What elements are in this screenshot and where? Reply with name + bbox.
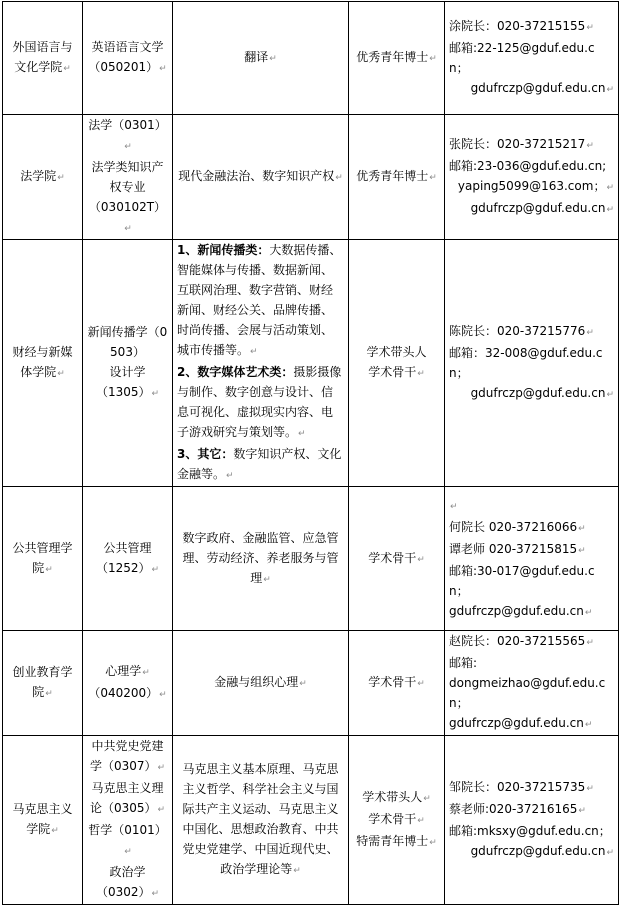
major-line: 公共管理: [103, 540, 152, 555]
major-line: 设计学: [109, 365, 146, 379]
college-name: 创业教育学院: [12, 665, 73, 699]
contact-line: 陈院长：020-37215776↵: [449, 324, 594, 338]
talent-cell: [349, 736, 445, 905]
direction-text: 翻译: [244, 50, 269, 64]
talent-text: 学术骨干: [368, 675, 417, 689]
talent-line: 特需青年博士↵: [356, 834, 437, 848]
major-cell: [83, 487, 173, 631]
talent-cell: 优秀青年博士↵: [349, 115, 445, 240]
table-row: [3, 115, 619, 240]
contact-cell: [445, 115, 619, 240]
contact-line: gdufrczp@gduf.edu.cn↵: [470, 386, 614, 400]
college-name: 外国语言与文化学院: [12, 40, 73, 74]
contact-line: 邮箱:: [449, 656, 478, 670]
major-cell: [83, 240, 173, 487]
college-cell: 创业教育学院↵: [3, 631, 83, 736]
major-line: 政治学: [109, 865, 146, 879]
direction-item: 3、其它：数字知识产权、文化金融等。↵: [177, 447, 342, 481]
talent-line: 学术带头人: [366, 345, 427, 359]
direction-item: 1、新闻传播类：大数据传播、智能媒体与传播、数据新闻、互联网治理、数字营销、财经新闻、财经公关、品牌传播、时尚传播、会展与活动策划、城市传播等。↵: [177, 243, 342, 357]
direction-text: 现代金融法治、数字知识产权: [178, 169, 335, 183]
contact-line: gdufrczp@gduf.edu.cn↵: [470, 844, 614, 858]
contact-line: dongmeizhao@gduf.edu.cn；: [449, 676, 606, 710]
contact-cell: [445, 736, 619, 905]
major-line: 心理学↵: [105, 664, 150, 678]
major-line: 法学（0301）↵: [88, 118, 167, 152]
contact-cell: [445, 487, 619, 631]
contact-line: 邮箱:22-125@gduf.edu.cn；: [449, 41, 595, 75]
contact-line: gdufrczp@gduf.edu.cn↵: [470, 81, 614, 95]
major-line: 哲学（0101）↵: [88, 823, 167, 857]
major-line: 马克思主义理论（0305）↵: [89, 781, 166, 815]
contact-line: 邮箱:mksxy@gduf.edu.cn；: [449, 824, 611, 838]
direction-cell: 现代金融法治、数字知识产权↵: [173, 115, 349, 240]
major-line: （0302）↵: [95, 885, 160, 899]
direction-text: 马克思主义基本原理、马克思主义哲学、科学社会主义与国际共产主义运动、马克思主义中国化、思想政治教育、中共党史党建学、中国近现代史、政治学理论等: [182, 762, 339, 876]
direction-cell: 金融与组织心理↵: [173, 631, 349, 736]
college-name: 公共管理学院: [12, 540, 73, 575]
contact-line: yaping5099@163.com；↵: [457, 179, 614, 193]
contact-line: gdufrczp@gduf.edu.cn↵: [449, 603, 593, 618]
major-cell: [83, 2, 173, 115]
direction-cell: 数字政府、金融监管、应急管理、劳动经济、养老服务与管理↵: [173, 487, 349, 631]
direction-cell: [173, 240, 349, 487]
contact-cell: [445, 240, 619, 487]
college-cell: 法学院↵: [3, 115, 83, 240]
talent-cell: 学术骨干↵: [349, 487, 445, 631]
major-cell: [83, 736, 173, 905]
direction-text: 金融与组织心理: [214, 675, 299, 689]
contact-line: 谭老师 020-37215815↵: [449, 541, 586, 556]
direction-cell: 翻译↵: [173, 2, 349, 115]
table-row: [3, 487, 619, 631]
talent-line: 学术骨干↵: [368, 365, 425, 379]
college-name: 财经与新媒体学院: [12, 345, 73, 379]
contact-line: 张院长：020-37215217↵: [449, 137, 594, 151]
talent-text: 优秀青年博士: [356, 50, 429, 64]
major-line: 中共党史党建学（0307）↵: [89, 739, 166, 773]
contact-cell: [445, 2, 619, 115]
table-row: [3, 631, 619, 736]
contact-line: 邮箱:30-017@gduf.edu.cn；: [449, 563, 595, 598]
major-line: （1305）↵: [95, 385, 160, 399]
contact-line: 赵院长：020-37215565↵: [449, 634, 594, 648]
major-line: （050201）↵: [88, 60, 167, 74]
talent-cell: 学术骨干↵: [349, 631, 445, 736]
direction-item: 2、数字媒体艺术类：摄影摄像与制作、数字创意与设计、信息可视化、虚拟现实内容、电子游戏研究与策划等。↵: [177, 365, 342, 439]
contact-line: 何院长 020-37216066↵: [449, 519, 586, 534]
contact-cell: [445, 631, 619, 736]
college-cell: 公共管理学院↵: [3, 487, 83, 631]
contact-line: 邮箱:23-036@gduf.edu.cn;: [449, 159, 607, 173]
talent-text: 优秀青年博士: [356, 169, 429, 183]
talent-line: 学术骨干↵: [368, 812, 425, 826]
major-cell: [83, 115, 173, 240]
contact-line: 涂院长：020-37215155↵: [449, 19, 594, 33]
direction-text: 数字政府、金融监管、应急管理、劳动经济、养老服务与管理: [182, 530, 339, 585]
contact-line: 蔡老师:020-37216165↵: [449, 802, 586, 816]
table-row: [3, 240, 619, 487]
major-line: （1252）↵: [95, 560, 160, 575]
college-cell: 外国语言与文化学院↵: [3, 2, 83, 115]
contact-line: gdufrczp@gduf.edu.cn↵: [470, 201, 614, 215]
major-line: （040200）↵: [88, 686, 167, 700]
talent-line: 学术带头人↵: [362, 790, 431, 804]
direction-cell: 马克思主义基本原理、马克思主义哲学、科学社会主义与国际共产主义运动、马克思主义中国化、思想政治教育、中共党史党建学、中国近现代史、政治学理论等↵: [173, 736, 349, 905]
college-cell: 财经与新媒体学院↵: [3, 240, 83, 487]
talent-text: 学术骨干: [368, 550, 417, 565]
major-line: 法学类知识产权专业: [91, 160, 164, 194]
college-name: 马克思主义学院: [12, 802, 73, 836]
major-cell: [83, 631, 173, 736]
table-row: [3, 2, 619, 115]
contact-blank-line: ↵: [450, 501, 458, 512]
contact-line: gdufrczp@gduf.edu.cn↵: [449, 716, 593, 730]
contact-line: 邹院长：020-37215735↵: [449, 780, 594, 794]
major-line: （030102T）↵: [88, 200, 167, 234]
talent-cell: 优秀青年博士↵: [349, 2, 445, 115]
major-line: 新闻传播学（0503）: [87, 325, 168, 359]
talent-cell: [349, 240, 445, 487]
major-line: 英语语言文学: [91, 40, 164, 54]
college-name: 法学院: [20, 169, 57, 183]
college-cell: 马克思主义学院↵: [3, 736, 83, 905]
recruitment-table: [2, 1, 619, 905]
table-row: [3, 736, 619, 905]
contact-line: 邮箱：32-008@gduf.edu.cn；: [449, 346, 603, 380]
